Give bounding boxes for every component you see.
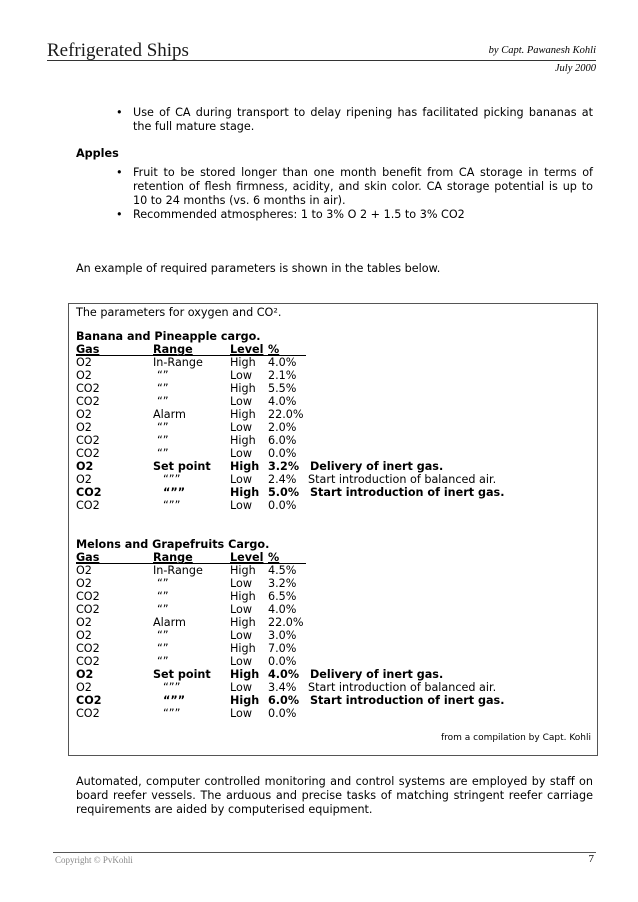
- cell-pct: 22.0%: [268, 408, 304, 421]
- column-header: Gas: [76, 551, 100, 564]
- cell-range: Alarm: [153, 408, 186, 421]
- cell-note: Start introduction of balanced air.: [308, 681, 497, 694]
- table-row: [0, 642, 560, 655]
- cell-gas: O2: [76, 421, 92, 434]
- table-row: [0, 421, 560, 434]
- cell-range: “””: [163, 486, 186, 499]
- cell-gas: O2: [76, 577, 92, 590]
- table-row: [0, 681, 560, 694]
- cell-level: High: [230, 486, 260, 499]
- table-row: [0, 408, 560, 421]
- cell-gas: CO2: [76, 590, 100, 603]
- cell-pct: 0.0%: [268, 707, 297, 720]
- cell-range: “””: [163, 473, 181, 486]
- table-row: [0, 564, 560, 577]
- cell-level: High: [230, 668, 260, 681]
- cell-gas: CO2: [76, 382, 100, 395]
- cell-note: Start introduction of inert gas.: [310, 694, 505, 707]
- cell-gas: O2: [76, 408, 92, 421]
- cell-pct: 4.0%: [268, 395, 297, 408]
- cell-level: High: [230, 564, 256, 577]
- cell-level: Low: [230, 603, 253, 616]
- cell-gas: CO2: [76, 434, 100, 447]
- cell-level: Low: [230, 369, 253, 382]
- cell-gas: O2: [76, 564, 92, 577]
- cell-range: “””: [163, 694, 186, 707]
- page-number: 7: [588, 853, 594, 865]
- cell-gas: CO2: [76, 499, 100, 512]
- cell-pct: 0.0%: [268, 447, 297, 460]
- closing-paragraph: Automated, computer controlled monitoring and control systems are employed by staff on board reefer vessels. The arduous and precise tasks of matching stringent reefer carriage requirements are aided by computerised equipment.: [76, 775, 593, 816]
- cell-gas: O2: [76, 629, 92, 642]
- bullet-icon: •: [116, 208, 123, 221]
- cell-range: “”: [157, 395, 169, 408]
- cell-level: High: [230, 408, 256, 421]
- cell-range: “”: [157, 590, 169, 603]
- cell-level: Low: [230, 447, 253, 460]
- cell-pct: 7.0%: [268, 642, 297, 655]
- cell-range: Set point: [153, 668, 211, 681]
- table-row: [0, 499, 560, 512]
- cell-range: Alarm: [153, 616, 186, 629]
- cell-level: Low: [230, 577, 253, 590]
- table-row: [0, 447, 560, 460]
- column-header: Level: [230, 343, 264, 356]
- table-row: [0, 629, 560, 642]
- cell-gas: O2: [76, 616, 92, 629]
- cell-gas: CO2: [76, 694, 102, 707]
- copyright-note: Copyright © PvKohli: [55, 855, 133, 865]
- cell-level: High: [230, 356, 256, 369]
- table-row: [0, 590, 560, 603]
- cell-gas: CO2: [76, 447, 100, 460]
- cell-gas: O2: [76, 369, 92, 382]
- cell-level: Low: [230, 395, 253, 408]
- table-row: [0, 434, 560, 447]
- cell-level: High: [230, 642, 256, 655]
- cell-pct: 4.0%: [268, 356, 297, 369]
- cell-range: In-Range: [153, 564, 203, 577]
- column-header: Gas: [76, 343, 100, 356]
- table-row: [0, 616, 560, 629]
- bullet-item: [116, 208, 593, 222]
- cell-note: Start introduction of balanced air.: [308, 473, 497, 486]
- cell-gas: CO2: [76, 707, 100, 720]
- bullet-item: [116, 106, 593, 134]
- table-title: Melons and Grapefruits Cargo.: [76, 538, 270, 551]
- cell-pct: 6.0%: [268, 434, 297, 447]
- table-row: [0, 655, 560, 668]
- cell-pct: 0.0%: [268, 499, 297, 512]
- author-line: by Capt. Pawanesh Kohli: [488, 45, 596, 56]
- source-note: from a compilation by Capt. Kohli: [440, 733, 591, 743]
- table-header-row: [0, 551, 320, 564]
- cell-level: Low: [230, 629, 253, 642]
- cell-pct: 6.0%: [268, 694, 300, 707]
- cell-level: High: [230, 616, 256, 629]
- cell-note: Start introduction of inert gas.: [310, 486, 505, 499]
- table-row: [0, 707, 560, 720]
- table-row: [0, 382, 560, 395]
- cell-gas: O2: [76, 668, 94, 681]
- cell-range: “”: [157, 421, 169, 434]
- cell-range: “”: [157, 642, 169, 655]
- document-title: Refrigerated Ships: [47, 40, 189, 61]
- table-row: [0, 473, 560, 486]
- cell-range: “”: [157, 603, 169, 616]
- bullet-icon: •: [116, 106, 123, 119]
- column-header: %: [268, 343, 280, 356]
- cell-pct: 3.0%: [268, 629, 297, 642]
- cell-gas: CO2: [76, 395, 100, 408]
- cell-pct: 3.4%: [268, 681, 297, 694]
- cell-gas: O2: [76, 460, 94, 473]
- bullet-text: Use of CA during transport to delay ripening has facilitated picking bananas at the full mature stage.: [133, 106, 593, 133]
- cell-gas: O2: [76, 681, 92, 694]
- cell-pct: 3.2%: [268, 460, 300, 473]
- cell-note: Delivery of inert gas.: [310, 668, 444, 681]
- box-caption: The parameters for oxygen and CO².: [76, 306, 282, 319]
- cell-level: Low: [230, 421, 253, 434]
- cell-note: Delivery of inert gas.: [310, 460, 444, 473]
- cell-level: High: [230, 460, 260, 473]
- cell-pct: 4.5%: [268, 564, 297, 577]
- cell-level: High: [230, 434, 256, 447]
- cell-range: Set point: [153, 460, 211, 473]
- table-row: [0, 603, 560, 616]
- table-row: [0, 668, 560, 681]
- intro-paragraph: An example of required parameters is shown in the tables below.: [76, 262, 441, 275]
- cell-range: “”: [157, 434, 169, 447]
- table-row: [0, 486, 560, 499]
- cell-gas: CO2: [76, 642, 100, 655]
- cell-level: High: [230, 694, 260, 707]
- cell-level: High: [230, 382, 256, 395]
- cell-pct: 2.1%: [268, 369, 297, 382]
- cell-pct: 3.2%: [268, 577, 297, 590]
- table-row: [0, 369, 560, 382]
- cell-gas: O2: [76, 473, 92, 486]
- table-row: [0, 460, 560, 473]
- cell-range: “”: [157, 447, 169, 460]
- cell-pct: 2.4%: [268, 473, 297, 486]
- bullet-icon: •: [116, 166, 123, 179]
- column-header: Range: [153, 343, 193, 356]
- cell-range: “”: [157, 382, 169, 395]
- cell-pct: 5.5%: [268, 382, 297, 395]
- bullet-text: Recommended atmospheres: 1 to 3% O 2 + 1.5 to 3% CO2: [133, 208, 465, 221]
- cell-range: “”: [157, 655, 169, 668]
- table-row: [0, 577, 560, 590]
- column-header: Range: [153, 551, 193, 564]
- bullet-text: Fruit to be stored longer than one month benefit from CA storage in terms of retention of flesh firmness, acidity, and skin color. CA storage potential is up to 10 to 24 months (vs. 6 months in air).: [133, 166, 593, 207]
- footer-rule: [53, 852, 596, 853]
- column-header: Level: [230, 551, 264, 564]
- cell-pct: 4.0%: [268, 668, 300, 681]
- cell-pct: 0.0%: [268, 655, 297, 668]
- cell-gas: CO2: [76, 655, 100, 668]
- cell-pct: 2.0%: [268, 421, 297, 434]
- table-title: Banana and Pineapple cargo.: [76, 330, 261, 343]
- apples-heading: Apples: [76, 147, 119, 160]
- table-header-row: [0, 343, 320, 356]
- cell-range: In-Range: [153, 356, 203, 369]
- header-rule: [47, 60, 596, 61]
- cell-pct: 4.0%: [268, 603, 297, 616]
- cell-pct: 6.5%: [268, 590, 297, 603]
- table-row: [0, 395, 560, 408]
- cell-range: “””: [163, 707, 181, 720]
- cell-level: Low: [230, 681, 253, 694]
- cell-level: Low: [230, 655, 253, 668]
- column-header: %: [268, 551, 280, 564]
- cell-level: Low: [230, 707, 253, 720]
- cell-range: “”: [157, 577, 169, 590]
- cell-gas: O2: [76, 356, 92, 369]
- cell-level: Low: [230, 499, 253, 512]
- cell-range: “”: [157, 369, 169, 382]
- table-row: [0, 694, 560, 707]
- cell-gas: CO2: [76, 486, 102, 499]
- cell-range: “””: [163, 499, 181, 512]
- cell-level: High: [230, 590, 256, 603]
- cell-gas: CO2: [76, 603, 100, 616]
- table-row: [0, 356, 560, 369]
- cell-range: “””: [163, 681, 181, 694]
- cell-pct: 22.0%: [268, 616, 304, 629]
- cell-pct: 5.0%: [268, 486, 300, 499]
- bullet-item: [116, 166, 593, 208]
- date-line: July 2000: [554, 63, 596, 74]
- cell-level: Low: [230, 473, 253, 486]
- cell-range: “”: [157, 629, 169, 642]
